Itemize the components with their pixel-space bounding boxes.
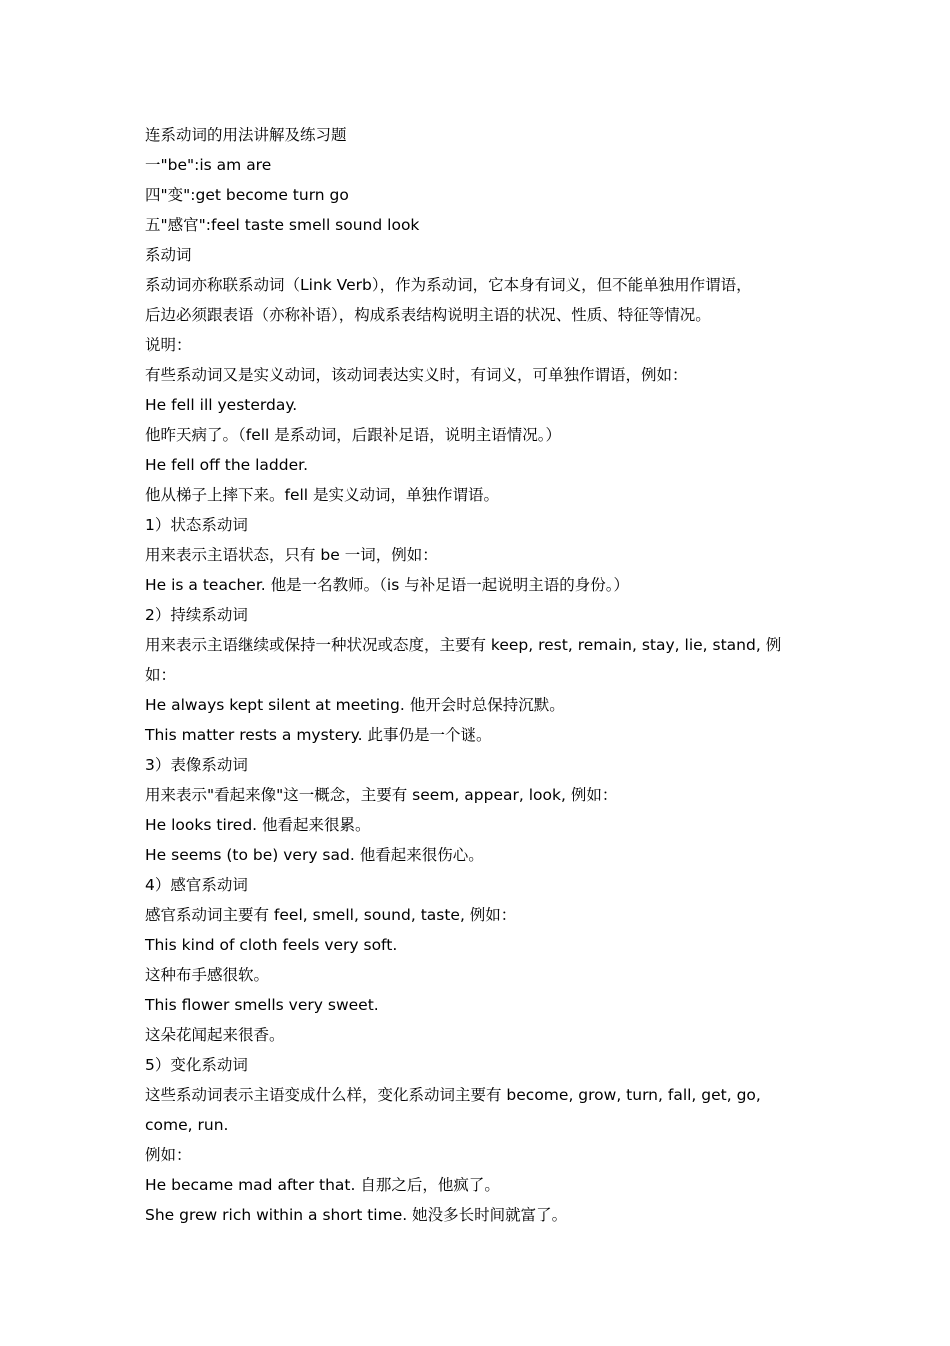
paragraph-line: 例如： (145, 1146, 192, 1164)
summary-line-be: 一"be":is am are (145, 156, 272, 174)
section-heading-explanation: 说明： (145, 336, 192, 354)
example-sentence: He always kept silent at meeting. 他开会时总保持沉默。 (145, 696, 565, 714)
document-body (145, 120, 815, 1230)
example-sentence: This matter rests a mystery. 此事仍是一个谜。 (145, 726, 492, 744)
example-sentence: He became mad after that. 自那之后，他疯了。 (145, 1176, 500, 1194)
summary-line-change: 四"变":get become turn go (145, 186, 349, 204)
example-sentence: He looks tired. 他看起来很累。 (145, 816, 371, 834)
section-heading-continuing-verbs: 2）持续系动词 (145, 606, 248, 624)
example-translation: 他从梯子上摔下来。fell 是实义动词，单独作谓语。 (145, 486, 500, 504)
paragraph-line: 用来表示主语继续或保持一种状况或态度，主要有 keep, rest, remain, stay, lie, stand, 例 (145, 636, 782, 654)
section-heading-change-verbs: 5）变化系动词 (145, 1056, 248, 1074)
paragraph-line: 后边必须跟表语（亦称补语），构成系表结构说明主语的状况、性质、特征等情况。 (145, 306, 711, 324)
document-title: 连系动词的用法讲解及练习题 (145, 126, 347, 144)
example-translation: 这朵花闻起来很香。 (145, 1026, 285, 1044)
example-sentence: He fell ill yesterday. (145, 396, 298, 414)
section-heading-linking-verbs: 系动词 (145, 246, 192, 264)
example-sentence: He is a teacher. 他是一名教师。（is 与补足语一起说明主语的身份。） (145, 576, 629, 594)
example-sentence: She grew rich within a short time. 她没多长时间就富了。 (145, 1206, 568, 1224)
paragraph-line: 有些系动词又是实义动词，该动词表达实义时，有词义，可单独作谓语，例如： (145, 366, 688, 384)
paragraph-line: 感官系动词主要有 feel, smell, sound, taste, 例如： (145, 906, 517, 924)
paragraph-line: come, run. (145, 1116, 229, 1134)
example-translation: 这种布手感很软。 (145, 966, 270, 984)
example-sentence: He seems (to be) very sad. 他看起来很伤心。 (145, 846, 484, 864)
paragraph-line: 用来表示"看起来像"这一概念，主要有 seem, appear, look, 例如： (145, 786, 618, 804)
summary-line-senses: 五"感官":feel taste smell sound look (145, 216, 420, 234)
paragraph-line: 用来表示主语状态，只有 be 一词，例如： (145, 546, 438, 564)
example-sentence: He fell off the ladder. (145, 456, 308, 474)
section-heading-state-verbs: 1）状态系动词 (145, 516, 248, 534)
section-heading-sense-verbs: 4）感官系动词 (145, 876, 248, 894)
paragraph-line: 这些系动词表示主语变成什么样，变化系动词主要有 become, grow, turn, fall, get, go, (145, 1086, 761, 1104)
example-translation: 他昨天病了。（fell 是系动词，后跟补足语，说明主语情况。） (145, 426, 562, 444)
example-sentence: This flower smells very sweet. (145, 996, 379, 1014)
example-sentence: This kind of cloth feels very soft. (145, 936, 398, 954)
section-heading-appearance-verbs: 3）表像系动词 (145, 756, 248, 774)
paragraph-line: 系动词亦称联系动词（Link Verb），作为系动词，它本身有词义，但不能单独用作谓语， (145, 276, 752, 294)
paragraph-line: 如： (145, 666, 177, 684)
